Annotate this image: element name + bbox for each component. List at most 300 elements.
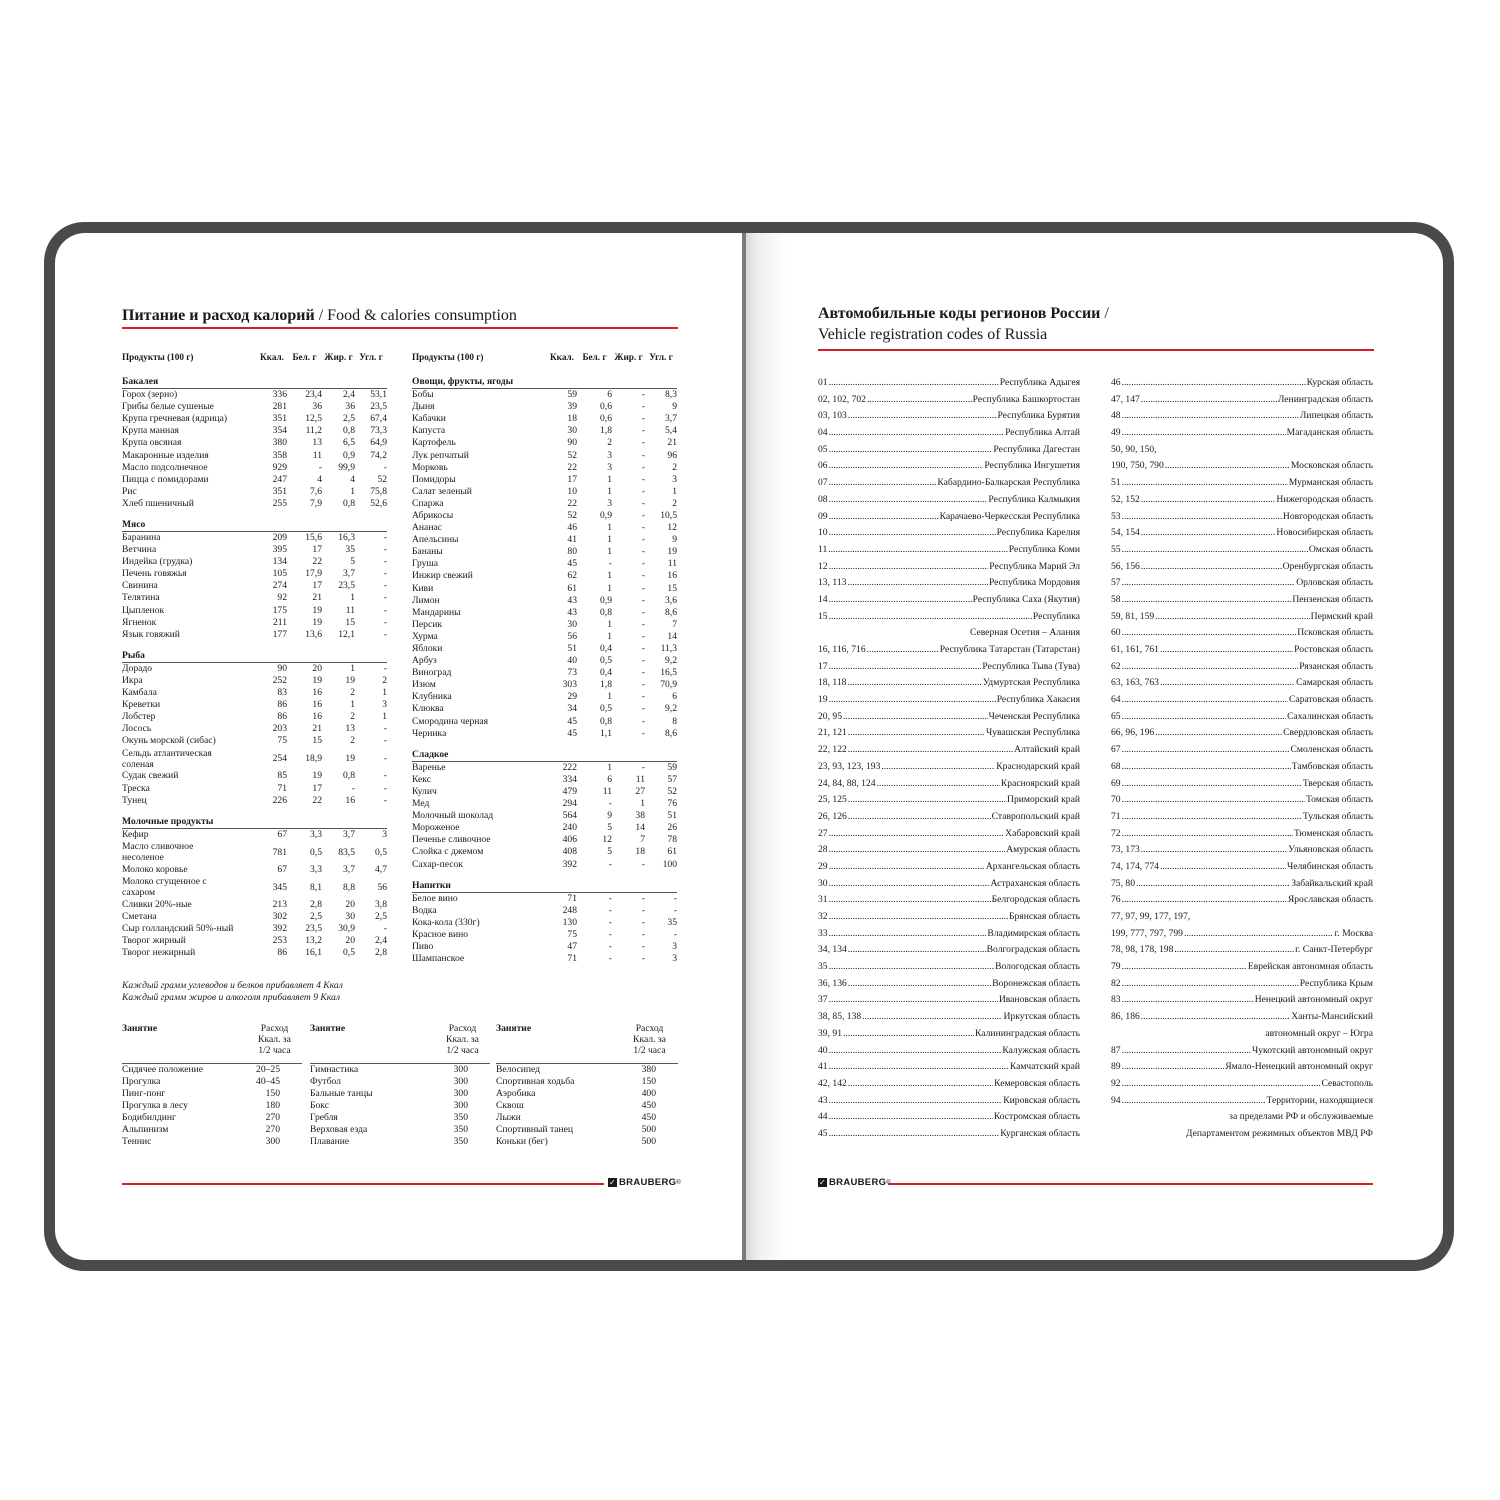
food-name: Белое вино: [412, 892, 458, 904]
food-spacer: [412, 871, 677, 880]
food-value: -: [641, 715, 645, 727]
region-name: Республика Дагестан: [993, 443, 1080, 455]
food-value: 36: [312, 401, 322, 413]
region-row: [818, 1126, 1080, 1143]
food-row: [122, 829, 387, 841]
food-value: 86: [277, 699, 287, 711]
leader-dots: [829, 1109, 993, 1126]
leader-dots: [1122, 992, 1254, 1009]
region-code: 76: [1111, 894, 1121, 906]
food-value: -: [608, 892, 612, 904]
food-value: 2: [350, 687, 355, 699]
leader-dots: [829, 692, 996, 709]
food-value: 7: [640, 834, 645, 846]
food-value: 23,5: [338, 580, 355, 592]
food-value: 12: [602, 834, 612, 846]
leader-dots: [1122, 475, 1288, 492]
leader-dots: [1136, 876, 1290, 893]
food-value: 59: [567, 389, 577, 401]
region-name: Забайкальский край: [1291, 877, 1373, 889]
leader-dots: [1122, 759, 1291, 776]
regions-title-en: Vehicle registration codes of Russia: [818, 326, 1048, 343]
region-row: [818, 976, 1080, 993]
leader-dots: [829, 992, 998, 1009]
food-value: 4: [350, 473, 355, 485]
food-value: 253: [272, 935, 287, 947]
region-name: Псковская область: [1297, 627, 1373, 639]
region-row: [1111, 1009, 1373, 1026]
region-name: Чеченская Республика: [988, 710, 1080, 722]
food-category-row: [122, 519, 387, 532]
food-name: Крупа манная: [122, 425, 179, 437]
region-code: 75, 80: [1111, 877, 1135, 889]
food-value: 9,2: [665, 655, 677, 667]
food-name: Телятина: [122, 592, 160, 604]
food-value: -: [641, 473, 645, 485]
food-value: 11: [635, 773, 645, 785]
food-value: 13: [345, 723, 355, 735]
region-code: 62: [1111, 660, 1121, 672]
region-row: [1111, 992, 1373, 1009]
region-code: 65: [1111, 710, 1121, 722]
leader-dots: [1122, 542, 1308, 559]
food-row: [122, 437, 387, 449]
regions-column-right: [1111, 375, 1373, 1143]
region-row: [1111, 876, 1373, 893]
region-code: 29: [818, 860, 828, 872]
food-value: 46: [567, 522, 577, 534]
food-value: 75,8: [370, 485, 387, 497]
food-value: 247: [272, 473, 287, 485]
leader-dots: [1155, 609, 1309, 626]
region-code: 64: [1111, 694, 1121, 706]
food-value: -: [608, 798, 612, 810]
food-value: -: [383, 723, 387, 735]
food-category: Напитки: [412, 879, 451, 891]
food-name: Лимон: [412, 594, 440, 606]
region-code: 66, 96, 196: [1111, 727, 1155, 739]
activity-name: Сквош: [496, 1100, 524, 1111]
region-row: [1111, 792, 1373, 809]
region-row: [1111, 926, 1373, 943]
food-category: Сладкое: [412, 748, 449, 760]
food-value: 351: [272, 413, 287, 425]
food-value: 9: [672, 401, 677, 413]
activity-row: [496, 1136, 678, 1148]
region-name: Нижегородская область: [1276, 493, 1373, 505]
food-value: -: [641, 389, 645, 401]
region-code: 25, 125: [818, 794, 847, 806]
activity-row: [310, 1076, 490, 1088]
region-name: Астраханская область: [990, 877, 1080, 889]
food-value: 30,9: [338, 923, 355, 935]
food-value: 0,9: [343, 449, 355, 461]
leader-dots: [829, 1126, 1000, 1143]
region-code: 03, 103: [818, 410, 847, 422]
food-value: 3: [672, 473, 677, 485]
activity-row: [122, 1088, 302, 1100]
food-category-row: [412, 880, 677, 893]
region-row: [1111, 642, 1373, 659]
food-name: Шампанское: [412, 953, 465, 965]
food-note: [122, 980, 343, 1004]
food-name: Красное вино: [412, 928, 469, 940]
region-code: 58: [1111, 593, 1121, 605]
region-name: Ненецкий автономный округ: [1254, 994, 1373, 1006]
food-name: Крупа гречневая (ядрица): [122, 413, 228, 425]
food-category: Рыба: [122, 649, 145, 661]
leader-dots: [843, 709, 988, 726]
food-name: Киви: [412, 582, 434, 594]
region-row: [818, 725, 1080, 742]
food-value: 1: [640, 798, 645, 810]
food-name: Салат зеленый: [412, 485, 472, 497]
food-value: 62: [567, 570, 577, 582]
region-code: 22, 122: [818, 744, 847, 756]
food-name: Ветчина: [122, 544, 157, 556]
spacer-cell: [412, 871, 677, 880]
spacer-cell: [122, 641, 387, 650]
region-row: [1111, 942, 1373, 959]
food-name: Клюква: [412, 703, 444, 715]
food-value: 0,9: [600, 594, 612, 606]
activity-name: Спортивная ходьба: [496, 1076, 575, 1087]
food-value: 12,5: [305, 413, 322, 425]
food-value: 15: [667, 582, 677, 594]
region-name: Мурманская область: [1288, 477, 1373, 489]
region-name: Департаментом режимных объектов МВД РФ: [1185, 1127, 1373, 1139]
activity-row: [310, 1088, 490, 1100]
activity-name: Бодибилдинг: [122, 1112, 176, 1123]
food-value: 61: [567, 582, 577, 594]
region-row: [1111, 1093, 1373, 1110]
region-row: [818, 826, 1080, 843]
food-row: [122, 486, 387, 498]
food-value: 9: [607, 810, 612, 822]
region-code: 30: [818, 877, 828, 889]
food-value: -: [641, 679, 645, 691]
food-value: -: [641, 449, 645, 461]
region-name: Карачаево-Черкесская Республика: [939, 510, 1080, 522]
region-name: Курганская область: [1000, 1127, 1080, 1139]
food-value: -: [641, 485, 645, 497]
food-value: -: [641, 437, 645, 449]
activity-name: Сидячее положение: [122, 1064, 204, 1075]
food-value: 99,9: [338, 461, 355, 473]
food-row: [412, 595, 677, 607]
region-code: 31: [818, 894, 828, 906]
food-value: 392: [562, 858, 577, 870]
food-value: 64,9: [370, 437, 387, 449]
food-value: 6,5: [343, 437, 355, 449]
food-value: -: [673, 892, 677, 904]
activity-name: Лыжи: [496, 1112, 521, 1123]
food-value: 1: [350, 485, 355, 497]
food-value: 3: [607, 497, 612, 509]
food-value: -: [383, 604, 387, 616]
region-row: [1111, 892, 1373, 909]
food-value: 52,6: [370, 497, 387, 509]
food-value: 2,8: [375, 947, 387, 959]
region-code: 33: [818, 927, 828, 939]
activity-header-value: Расход Ккал. за 1/2 часа: [446, 1023, 479, 1056]
food-row: [412, 762, 677, 774]
leader-dots: [1141, 1009, 1290, 1026]
region-code: 06: [818, 460, 828, 472]
leader-dots: [829, 592, 972, 609]
region-code: 61, 161, 761: [1111, 644, 1159, 655]
food-value: 15,6: [305, 531, 322, 543]
food-name: Треска: [122, 782, 150, 794]
food-value: -: [641, 570, 645, 582]
activity-header-value: Расход Ккал. за 1/2 часа: [633, 1023, 666, 1056]
region-row: [818, 776, 1080, 793]
region-row: [1111, 392, 1373, 409]
region-row: [1111, 1043, 1373, 1060]
food-value: 17: [312, 782, 322, 794]
region-name: Кировская область: [1003, 1094, 1080, 1106]
food-value: 73,3: [370, 425, 387, 437]
food-value: 1: [350, 699, 355, 711]
food-row: [412, 716, 677, 728]
page-gutter: [742, 233, 746, 1260]
food-value: 39: [567, 401, 577, 413]
food-row: [412, 941, 677, 953]
food-value: -: [641, 522, 645, 534]
food-row: [122, 556, 387, 568]
region-name: Ярославская область: [1287, 894, 1373, 906]
region-code: 39, 91: [818, 1027, 842, 1039]
region-code: 27: [818, 827, 828, 839]
food-value: 30: [567, 425, 577, 437]
food-value: -: [641, 727, 645, 739]
food-value: 2,8: [310, 898, 322, 910]
food-value: -: [383, 628, 387, 640]
food-value: 406: [562, 834, 577, 846]
leader-dots: [1122, 826, 1293, 843]
region-row: [818, 1009, 1080, 1026]
food-value: -: [608, 558, 612, 570]
activity-kcal: 270: [265, 1124, 280, 1135]
food-value: -: [641, 413, 645, 425]
leader-dots: [1122, 709, 1287, 726]
food-value: 1: [607, 761, 612, 773]
food-spacer: [122, 807, 387, 816]
food-name: Морковь: [412, 461, 448, 473]
food-spacer: [122, 641, 387, 650]
food-value: 8,3: [665, 389, 677, 401]
food-value: 354: [272, 425, 287, 437]
region-row: [818, 442, 1080, 459]
food-value: 2: [350, 711, 355, 723]
region-row: [818, 408, 1080, 425]
leader-dots: [1155, 725, 1282, 742]
food-row: [122, 711, 387, 723]
food-value: 1: [672, 485, 677, 497]
food-value: -: [641, 582, 645, 594]
food-row: [412, 703, 677, 715]
food-row: [412, 498, 677, 510]
region-name: Чукотский автономный округ: [1252, 1044, 1373, 1056]
food-value: 479: [562, 785, 577, 797]
food-value: 19: [312, 604, 322, 616]
food-name: Смородина черная: [412, 715, 489, 727]
region-name: Ленинградская область: [1277, 393, 1373, 405]
food-value: 0,5: [310, 846, 322, 858]
regions-title-ru: Автомобильные коды регионов России: [818, 305, 1101, 322]
leader-dots: [1122, 742, 1290, 759]
food-column-header: Угл. г: [359, 352, 383, 362]
activity-name: Футбол: [310, 1076, 341, 1087]
food-value: 86: [277, 947, 287, 959]
region-row: [818, 475, 1080, 492]
activity-row: [496, 1064, 678, 1076]
brand-check-icon: ✓: [818, 1178, 826, 1187]
food-value: 3,3: [310, 863, 322, 875]
activity-row: [310, 1136, 490, 1148]
food-value: 3,3: [310, 828, 322, 840]
activity-name: Спортивный танец: [496, 1124, 574, 1135]
regions-title: [818, 304, 1109, 324]
food-column-header: Продукты (100 г): [122, 352, 194, 362]
region-code: 19: [818, 694, 828, 706]
food-name: Творог нежирный: [122, 947, 196, 959]
food-value: 13: [312, 437, 322, 449]
region-row: [818, 559, 1080, 576]
leader-dots: [848, 408, 997, 425]
leader-dots: [1141, 392, 1277, 409]
region-row: [818, 809, 1080, 826]
activity-kcal: 180: [265, 1100, 280, 1111]
region-row: [1111, 625, 1373, 642]
food-value: 3: [672, 953, 677, 965]
food-value: 11,3: [660, 643, 677, 655]
region-name: Республика Карелия: [996, 527, 1080, 539]
food-value: 67,4: [370, 413, 387, 425]
food-column-header: Жир. г: [614, 352, 643, 362]
leader-dots: [1160, 642, 1293, 659]
region-name: Омская область: [1308, 543, 1373, 555]
food-row: [122, 899, 387, 911]
food-row: [412, 583, 677, 595]
food-value: 3,7: [343, 863, 355, 875]
activity-kcal: 270: [265, 1112, 280, 1123]
food-row: [412, 558, 677, 570]
region-row: [1111, 709, 1373, 726]
food-value: 213: [272, 898, 287, 910]
food-value: 100: [662, 858, 677, 870]
food-value: 70,9: [660, 679, 677, 691]
region-row: [818, 942, 1080, 959]
region-name: Кабардино-Балкарская Республика: [937, 477, 1080, 489]
food-value: 53,1: [370, 389, 387, 401]
region-row: [818, 609, 1080, 626]
food-value: 248: [562, 904, 577, 916]
leader-dots: [829, 1043, 1002, 1060]
region-name: Ханты-Мансийский: [1291, 1011, 1373, 1023]
food-spacer: [412, 367, 677, 376]
food-name: Слойка с джемом: [412, 846, 484, 858]
region-row: [1111, 659, 1373, 676]
activity-name: Велосипед: [496, 1064, 541, 1075]
food-value: 4,7: [375, 863, 387, 875]
food-name: Мороженое: [412, 822, 460, 834]
activity-row: [122, 1076, 302, 1088]
food-value: 35: [667, 916, 677, 928]
food-value: 3,6: [665, 594, 677, 606]
region-row: [1111, 442, 1373, 459]
activity-name: Теннис: [122, 1136, 152, 1147]
food-value: 17: [312, 544, 322, 556]
region-code: 17: [818, 660, 828, 672]
region-name: Курская область: [1306, 377, 1373, 388]
leader-dots: [829, 876, 990, 893]
food-value: 40: [567, 655, 577, 667]
food-value: 12,1: [338, 628, 355, 640]
food-name: Тунец: [122, 794, 147, 806]
region-code: 44: [818, 1111, 828, 1123]
food-row: [122, 617, 387, 629]
food-column-header: Бел. г: [582, 352, 607, 362]
region-code: 69: [1111, 777, 1121, 789]
food-value: 15: [312, 735, 322, 747]
activity-row: [122, 1064, 302, 1076]
food-name: Сливки 20%-ные: [122, 898, 192, 910]
food-name: Инжир свежий: [412, 570, 473, 582]
food-row: [122, 841, 387, 864]
activity-row: [122, 1124, 302, 1136]
food-value: 16,5: [660, 667, 677, 679]
food-value: 302: [272, 911, 287, 923]
food-spacer: [412, 740, 677, 749]
food-name: Масло сливочное несоленое: [122, 841, 194, 864]
region-name: Магаданская область: [1286, 427, 1373, 439]
food-value: 16: [312, 687, 322, 699]
food-value: 52: [567, 449, 577, 461]
food-name: Бобы: [412, 389, 434, 401]
food-value: 16: [312, 711, 322, 723]
food-value: 1: [607, 522, 612, 534]
region-row: [818, 375, 1080, 392]
spacer-cell: [412, 740, 677, 749]
food-row: [122, 876, 387, 899]
food-value: -: [641, 703, 645, 715]
food-row: [412, 619, 677, 631]
food-value: -: [383, 753, 387, 765]
food-name: Мед: [412, 798, 430, 810]
region-code: 13, 113: [818, 577, 847, 589]
food-value: -: [608, 928, 612, 940]
activity-row: [310, 1100, 490, 1112]
region-row: [818, 542, 1080, 559]
activity-name: Плавание: [310, 1136, 350, 1147]
food-value: 1: [607, 485, 612, 497]
leader-dots: [1122, 425, 1286, 442]
food-name: Свинина: [122, 580, 158, 592]
food-value: 334: [562, 773, 577, 785]
food-value: 21: [312, 592, 322, 604]
activity-kcal: 450: [641, 1112, 656, 1123]
food-value: 0,5: [600, 703, 612, 715]
food-value: -: [383, 923, 387, 935]
region-row: [818, 425, 1080, 442]
leader-dots: [829, 492, 988, 509]
region-row: [1111, 826, 1373, 843]
food-value: 22: [312, 794, 322, 806]
region-row: [818, 625, 1080, 642]
food-value: -: [641, 594, 645, 606]
food-value: -: [641, 401, 645, 413]
